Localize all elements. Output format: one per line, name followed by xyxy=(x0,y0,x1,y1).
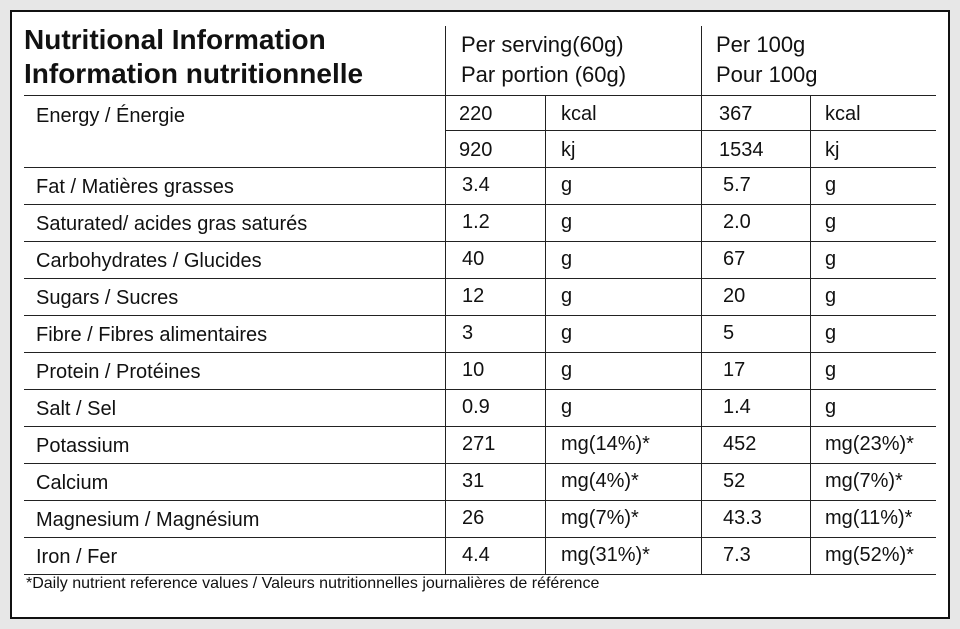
energy-kcal-unit-per100: kcal xyxy=(825,103,861,125)
row-divider xyxy=(445,130,936,131)
serving-value: 3 xyxy=(462,322,474,344)
serving-unit: mg(4%)* xyxy=(561,470,639,492)
nutrient-label: Calcium xyxy=(36,472,109,494)
nutrient-label: Protein / Protéines xyxy=(36,361,201,383)
serving-unit: mg(14%)* xyxy=(561,433,650,455)
per-100g-header-en: Per 100g xyxy=(716,32,806,57)
energy-kj-serving: 920 xyxy=(459,139,493,161)
per-serving-header-fr: Par portion (60g) xyxy=(461,62,627,87)
per-100g-header-fr: Pour 100g xyxy=(716,62,818,87)
serving-unit: g xyxy=(561,248,573,270)
serving-value: 1.2 xyxy=(462,211,490,233)
energy-kcal-unit: kcal xyxy=(561,103,597,125)
serving-value: 10 xyxy=(462,359,485,381)
per-100g-value: 7.3 xyxy=(723,544,751,566)
row-divider xyxy=(24,537,936,538)
per-100g-unit: g xyxy=(825,285,837,307)
serving-unit: g xyxy=(561,322,573,344)
per-100g-value: 43.3 xyxy=(723,507,762,529)
row-divider xyxy=(24,352,936,353)
per-100g-value: 5.7 xyxy=(723,174,751,196)
per-serving-header-en: Per serving(60g) xyxy=(461,32,624,57)
serving-value: 3.4 xyxy=(462,174,490,196)
per-100g-unit: g xyxy=(825,174,837,196)
serving-unit: g xyxy=(561,359,573,381)
per-100g-value: 5 xyxy=(723,322,735,344)
per-100g-value: 17 xyxy=(723,359,746,381)
column-divider xyxy=(701,26,702,574)
serving-unit: g xyxy=(561,396,573,418)
energy-label: Energy / Énergie xyxy=(36,105,185,127)
serving-unit: mg(31%)* xyxy=(561,544,650,566)
nutrient-label: Saturated/ acides gras saturés xyxy=(36,213,308,235)
nutrient-label: Potassium xyxy=(36,435,130,457)
row-divider xyxy=(24,389,936,390)
nutrient-label: Salt / Sel xyxy=(36,398,117,420)
serving-value: 0.9 xyxy=(462,396,490,418)
per-100g-value: 20 xyxy=(723,285,746,307)
per-100g-unit: mg(11%)* xyxy=(825,507,913,529)
serving-value: 4.4 xyxy=(462,544,490,566)
per-100g-unit: mg(52%)* xyxy=(825,544,914,566)
per-100g-unit: mg(23%)* xyxy=(825,433,914,455)
per-100g-value: 52 xyxy=(723,470,746,492)
per-100g-unit: g xyxy=(825,322,837,344)
row-divider xyxy=(24,463,936,464)
row-divider xyxy=(24,167,936,168)
per-100g-value: 2.0 xyxy=(723,211,751,233)
per-100g-value: 67 xyxy=(723,248,746,270)
footnote: *Daily nutrient reference values / Valeurs nutritionnelles journalières de référence xyxy=(26,575,600,592)
nutrient-label: Fibre / Fibres alimentaires xyxy=(36,324,268,346)
row-divider xyxy=(24,204,936,205)
nutrient-label: Iron / Fer xyxy=(36,546,118,568)
nutrient-label: Magnesium / Magnésium xyxy=(36,509,260,531)
energy-kj-per100: 1534 xyxy=(719,139,764,161)
serving-value: 26 xyxy=(462,507,485,529)
row-divider xyxy=(24,278,936,279)
row-divider xyxy=(24,500,936,501)
row-divider xyxy=(24,95,936,96)
column-divider xyxy=(545,95,546,574)
per-100g-unit: g xyxy=(825,248,837,270)
column-divider xyxy=(445,26,446,574)
serving-unit: g xyxy=(561,174,573,196)
serving-value: 31 xyxy=(462,470,485,492)
nutrient-label: Fat / Matières grasses xyxy=(36,176,234,198)
energy-kj-unit-per100: kj xyxy=(825,139,840,161)
title-english: Nutritional Information xyxy=(24,24,326,55)
energy-kcal-per100: 367 xyxy=(719,103,753,125)
per-100g-unit: g xyxy=(825,211,837,233)
row-divider xyxy=(24,426,936,427)
column-divider xyxy=(810,95,811,574)
serving-unit: g xyxy=(561,211,573,233)
serving-unit: g xyxy=(561,285,573,307)
per-100g-value: 452 xyxy=(723,433,757,455)
row-divider xyxy=(24,241,936,242)
per-100g-unit: mg(7%)* xyxy=(825,470,903,492)
serving-value: 271 xyxy=(462,433,496,455)
energy-kcal-serving: 220 xyxy=(459,103,493,125)
serving-value: 12 xyxy=(462,285,485,307)
serving-value: 40 xyxy=(462,248,485,270)
energy-kj-unit: kj xyxy=(561,139,576,161)
row-divider xyxy=(24,315,936,316)
per-100g-unit: g xyxy=(825,396,837,418)
per-100g-unit: g xyxy=(825,359,837,381)
per-100g-value: 1.4 xyxy=(723,396,751,418)
title-french: Information nutritionnelle xyxy=(24,58,364,89)
nutrient-label: Sugars / Sucres xyxy=(36,287,179,309)
nutrient-label: Carbohydrates / Glucides xyxy=(36,250,262,272)
serving-unit: mg(7%)* xyxy=(561,507,639,529)
